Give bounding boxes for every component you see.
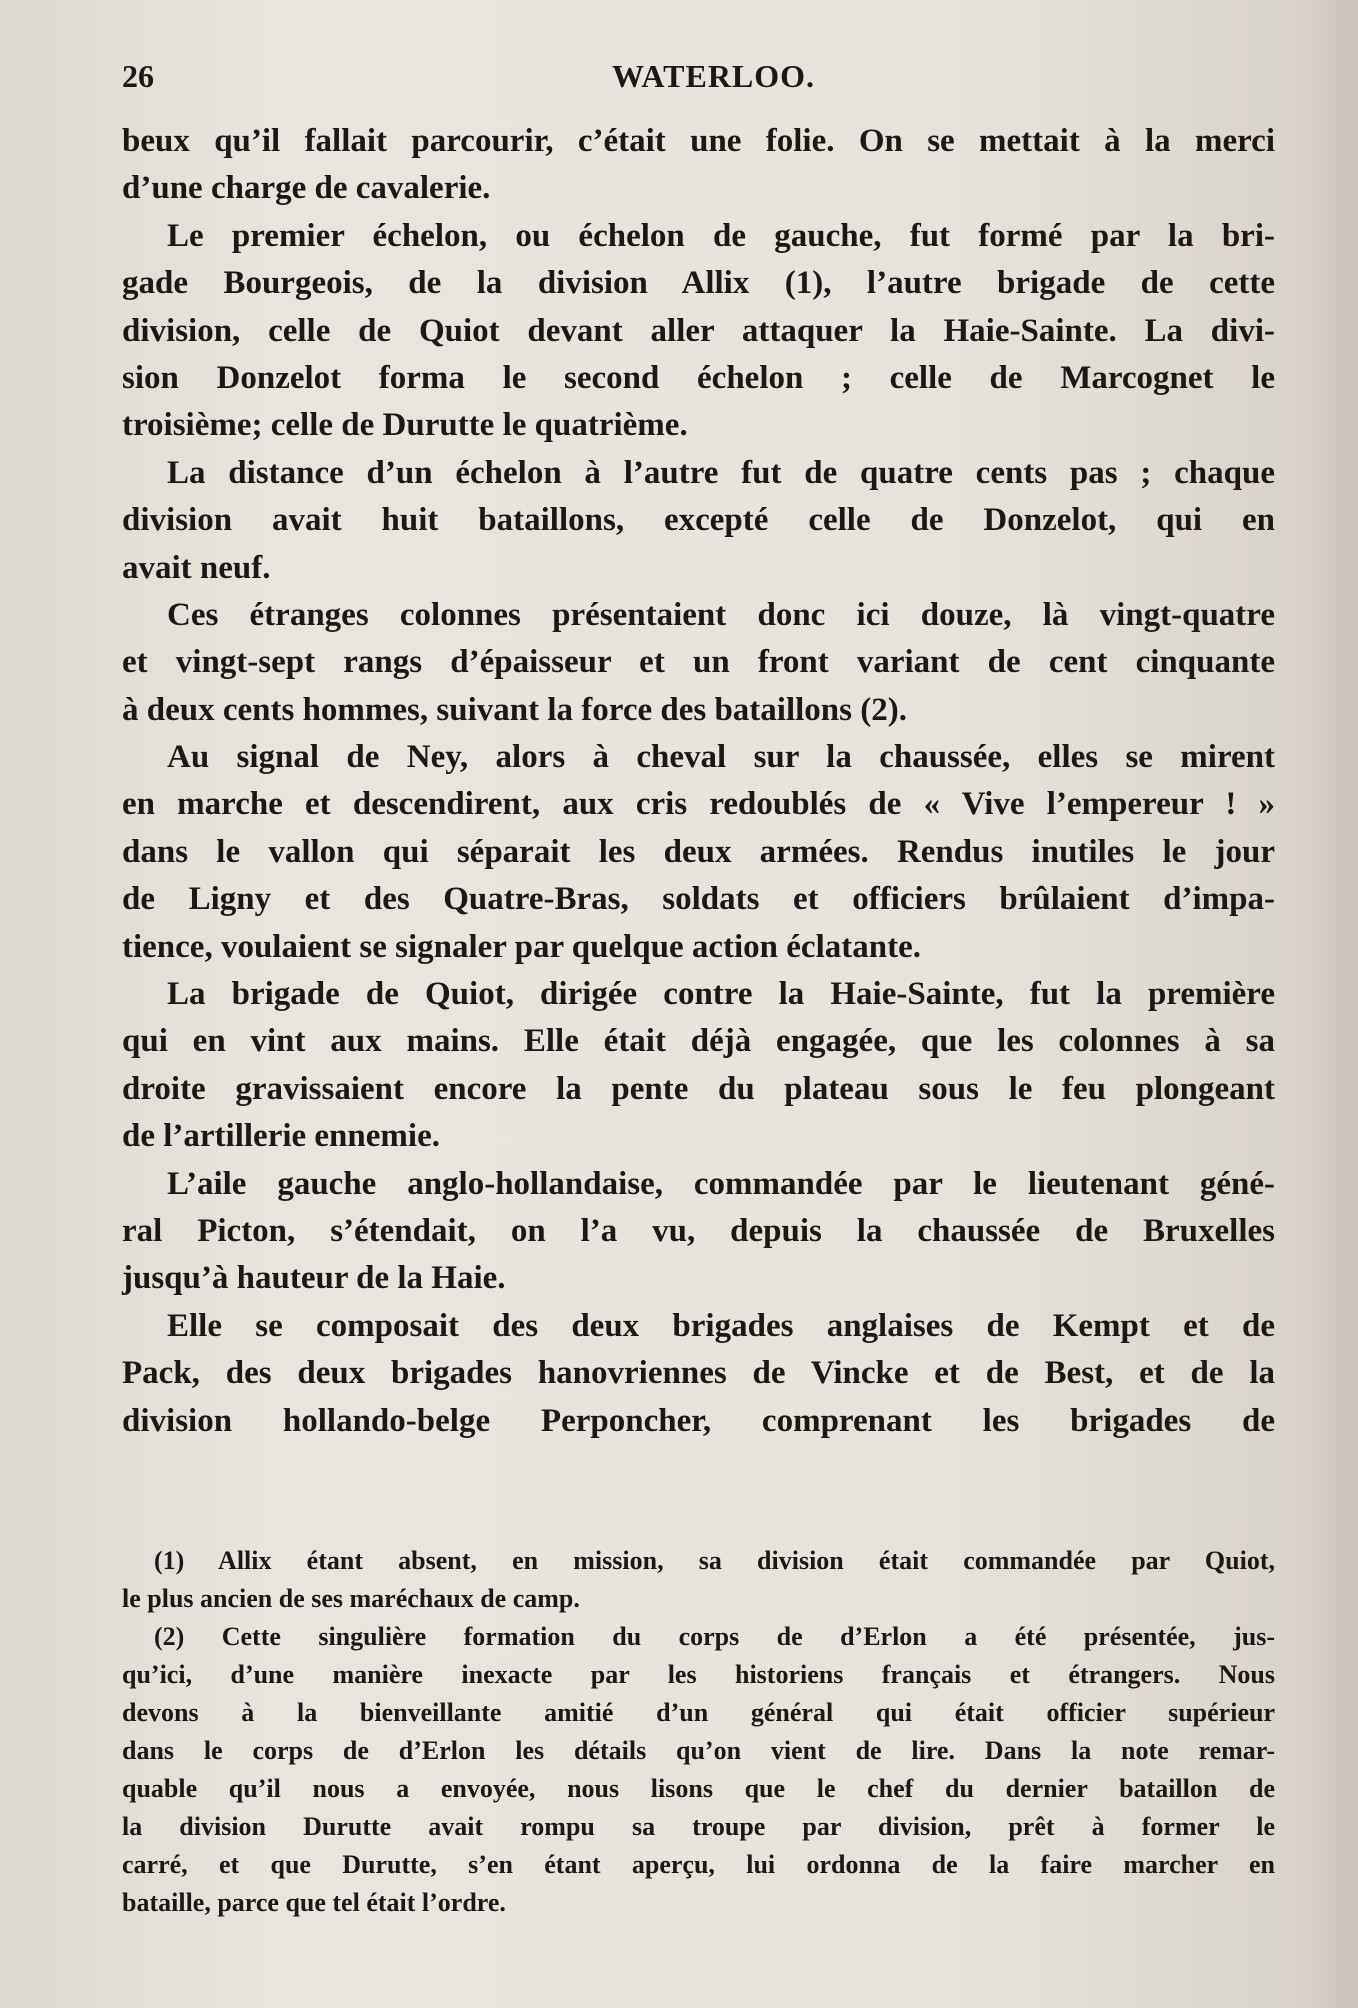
text-line: beux qu’il fallait parcourir, c’était une folie. On se mettait à la merci: [122, 123, 1275, 159]
text-line: en marche et descendirent, aux cris redoublés de « Vive l’empereur ! »: [122, 786, 1275, 823]
text-line: et vingt-sept rangs d’épaisseur et un front variant de cent cinquante: [122, 644, 1275, 681]
running-title: WATERLOO.: [611, 58, 816, 94]
text-line: à deux cents hommes, suivant la force des bataillons (2).: [122, 691, 907, 728]
text-line: Le premier échelon, ou échelon de gauche, fut formé par la bri-: [167, 217, 1275, 254]
text-line: de Ligny et des Quatre-Bras, soldats et officiers brûlaient d’impa-: [122, 881, 1275, 918]
text-line: d’une charge de cavalerie.: [122, 170, 491, 207]
text-line: jusqu’à hauteur de la Haie.: [122, 1260, 506, 1297]
text-line: qui en vint aux mains. Elle était déjà engagée, que les colonnes à sa: [122, 1023, 1275, 1060]
text-line: La brigade de Quiot, dirigée contre la Haie-Sainte, fut la première: [167, 976, 1275, 1013]
text-line: ral Picton, s’étendait, on l’a vu, depuis la chaussée de Bruxelles: [122, 1212, 1275, 1249]
text-line: division, celle de Quiot devant aller attaquer la Haie-Sainte. La divi-: [122, 312, 1275, 349]
text-line: dans le vallon qui séparait les deux armées. Rendus inutiles le jour: [122, 833, 1275, 870]
text-line: Pack, des deux brigades hanovriennes de Vincke et de Best, et de la: [122, 1355, 1275, 1392]
text-line: L’aile gauche anglo-hollandaise, commandée par le lieutenant géné-: [167, 1165, 1275, 1202]
text-line: tience, voulaient se signaler par quelque action éclatante.: [122, 928, 921, 965]
text-line: de l’artillerie ennemie.: [122, 1118, 440, 1155]
running-header: [122, 58, 1275, 102]
text-line: Elle se composait des deux brigades anglaises de Kempt et de: [167, 1307, 1275, 1344]
footnote-line: le plus ancien de ses maréchaux de camp.: [122, 1584, 580, 1613]
footnotes: [122, 1542, 1275, 1922]
text-line: avait neuf.: [122, 549, 271, 586]
body-text: [122, 118, 1275, 1445]
footnote-line: dans le corps de d’Erlon les détails qu’on vient de lire. Dans la note remar-: [122, 1736, 1275, 1765]
footnote-line: la division Durutte avait rompu sa troupe par division, prêt à former le: [122, 1812, 1275, 1841]
text-line: Ces étranges colonnes présentaient donc ici douze, là vingt-quatre: [167, 596, 1275, 633]
text-line: sion Donzelot forma le second échelon ; celle de Marcognet le: [122, 359, 1275, 396]
footnote-line: quable qu’il nous a envoyée, nous lisons que le chef du dernier bataillon de: [122, 1774, 1275, 1803]
footnote-line: (1) Allix étant absent, en mission, sa division était commandée par Quiot,: [154, 1546, 1275, 1575]
text-line: Au signal de Ney, alors à cheval sur la chaussée, elles se mirent: [167, 739, 1275, 776]
text-line: division avait huit bataillons, excepté celle de Donzelot, qui en: [122, 502, 1275, 539]
footnote-line: qu’ici, d’une manière inexacte par les historiens français et étrangers. Nous: [122, 1660, 1275, 1689]
text-line: gade Bourgeois, de la division Allix (1), l’autre brigade de cette: [122, 265, 1275, 302]
text-line: troisième; celle de Durutte le quatrième.: [122, 407, 688, 444]
footnote-line: devons à la bienveillante amitié d’un général qui était officier supérieur: [122, 1698, 1275, 1727]
text-line: droite gravissaient encore la pente du plateau sous le feu plongeant: [122, 1070, 1275, 1107]
footnote-line: bataille, parce que tel était l’ordre.: [122, 1888, 506, 1917]
text-line: La distance d’un échelon à l’autre fut de quatre cents pas ; chaque: [167, 454, 1275, 491]
page-number: 26: [122, 58, 154, 94]
footnote-line: (2) Cette singulière formation du corps de d’Erlon a été présentée, jus-: [154, 1622, 1275, 1651]
footnote-line: carré, et que Durutte, s’en étant aperçu, lui ordonna de la faire marcher en: [122, 1850, 1275, 1879]
text-line: division hollando-belge Perponcher, comprenant les brigades de: [122, 1402, 1275, 1439]
